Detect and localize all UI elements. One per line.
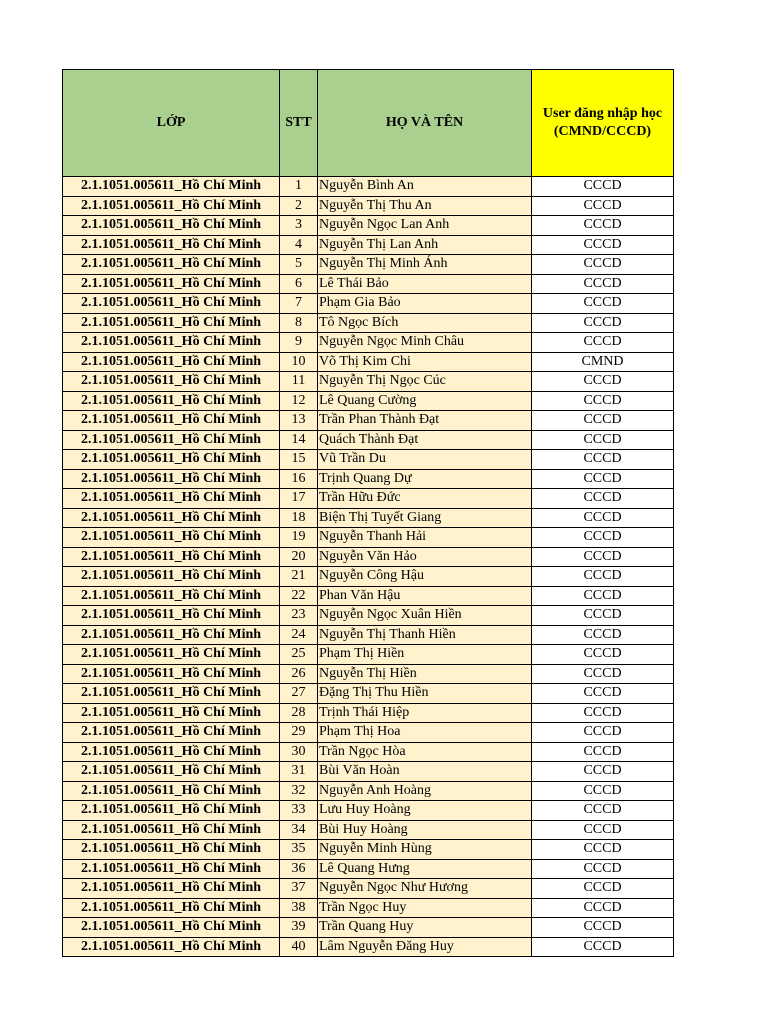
table-row	[63, 177, 674, 197]
table-row	[63, 762, 674, 782]
name-cell: Vũ Trần Du	[318, 450, 532, 470]
stt-cell: 10	[280, 352, 318, 372]
name-cell: Trịnh Thái Hiệp	[318, 703, 532, 723]
name-cell: Phạm Thị Hiền	[318, 645, 532, 665]
class-cell: 2.1.1051.005611_Hồ Chí Minh	[63, 781, 280, 801]
class-cell: 2.1.1051.005611_Hồ Chí Minh	[63, 703, 280, 723]
class-cell: 2.1.1051.005611_Hồ Chí Minh	[63, 411, 280, 431]
class-cell: 2.1.1051.005611_Hồ Chí Minh	[63, 469, 280, 489]
user-cell: CCCD	[532, 450, 674, 470]
stt-cell: 7	[280, 294, 318, 314]
stt-cell: 32	[280, 781, 318, 801]
table-row	[63, 742, 674, 762]
name-cell: Nguyễn Thị Ngọc Cúc	[318, 372, 532, 392]
stt-cell: 23	[280, 606, 318, 626]
user-cell: CCCD	[532, 508, 674, 528]
user-cell: CCCD	[532, 313, 674, 333]
stt-cell: 19	[280, 528, 318, 548]
user-cell: CCCD	[532, 723, 674, 743]
class-cell: 2.1.1051.005611_Hồ Chí Minh	[63, 879, 280, 899]
table-row	[63, 840, 674, 860]
name-cell: Võ Thị Kim Chi	[318, 352, 532, 372]
user-cell: CCCD	[532, 664, 674, 684]
stt-cell: 29	[280, 723, 318, 743]
table-row	[63, 918, 674, 938]
name-cell: Lâm Nguyễn Đăng Huy	[318, 937, 532, 957]
stt-cell: 12	[280, 391, 318, 411]
user-cell: CCCD	[532, 255, 674, 275]
stt-cell: 26	[280, 664, 318, 684]
table-row	[63, 937, 674, 957]
table-row	[63, 294, 674, 314]
stt-cell: 2	[280, 196, 318, 216]
class-cell: 2.1.1051.005611_Hồ Chí Minh	[63, 820, 280, 840]
table-row	[63, 372, 674, 392]
name-cell: Biện Thị Tuyết Giang	[318, 508, 532, 528]
name-cell: Trần Ngọc Huy	[318, 898, 532, 918]
table-row	[63, 216, 674, 236]
name-cell: Bùi Huy Hoàng	[318, 820, 532, 840]
user-cell: CCCD	[532, 781, 674, 801]
class-cell: 2.1.1051.005611_Hồ Chí Minh	[63, 645, 280, 665]
name-cell: Lưu Huy Hoàng	[318, 801, 532, 821]
name-cell: Nguyễn Văn Hảo	[318, 547, 532, 567]
class-cell: 2.1.1051.005611_Hồ Chí Minh	[63, 547, 280, 567]
user-cell: CCCD	[532, 703, 674, 723]
class-cell: 2.1.1051.005611_Hồ Chí Minh	[63, 898, 280, 918]
class-cell: 2.1.1051.005611_Hồ Chí Minh	[63, 294, 280, 314]
stt-cell: 14	[280, 430, 318, 450]
table-row	[63, 586, 674, 606]
table-row	[63, 781, 674, 801]
stt-cell: 3	[280, 216, 318, 236]
user-cell: CCCD	[532, 489, 674, 509]
stt-cell: 30	[280, 742, 318, 762]
header-stt: STT	[280, 70, 318, 177]
class-cell: 2.1.1051.005611_Hồ Chí Minh	[63, 586, 280, 606]
name-cell: Nguyễn Công Hậu	[318, 567, 532, 587]
table-row	[63, 450, 674, 470]
stt-cell: 22	[280, 586, 318, 606]
header-user-line2: (CMND/CCCD)	[553, 124, 652, 139]
class-cell: 2.1.1051.005611_Hồ Chí Minh	[63, 216, 280, 236]
name-cell: Nguyễn Ngọc Minh Châu	[318, 333, 532, 353]
header-user	[532, 70, 674, 177]
user-cell: CCCD	[532, 274, 674, 294]
stt-cell: 39	[280, 918, 318, 938]
stt-cell: 21	[280, 567, 318, 587]
user-cell: CCCD	[532, 918, 674, 938]
user-cell: CCCD	[532, 879, 674, 899]
table-row	[63, 820, 674, 840]
name-cell: Nguyễn Thị Minh Ánh	[318, 255, 532, 275]
class-cell: 2.1.1051.005611_Hồ Chí Minh	[63, 430, 280, 450]
user-cell: CCCD	[532, 762, 674, 782]
name-cell: Nguyễn Minh Hùng	[318, 840, 532, 860]
class-cell: 2.1.1051.005611_Hồ Chí Minh	[63, 859, 280, 879]
user-cell: CCCD	[532, 840, 674, 860]
class-cell: 2.1.1051.005611_Hồ Chí Minh	[63, 801, 280, 821]
name-cell: Trịnh Quang Dự	[318, 469, 532, 489]
stt-cell: 38	[280, 898, 318, 918]
class-cell: 2.1.1051.005611_Hồ Chí Minh	[63, 664, 280, 684]
class-cell: 2.1.1051.005611_Hồ Chí Minh	[63, 196, 280, 216]
table-row	[63, 859, 674, 879]
table-row	[63, 391, 674, 411]
name-cell: Trần Hữu Đức	[318, 489, 532, 509]
class-cell: 2.1.1051.005611_Hồ Chí Minh	[63, 372, 280, 392]
stt-cell: 28	[280, 703, 318, 723]
table-row	[63, 645, 674, 665]
table-row	[63, 567, 674, 587]
user-cell: CCCD	[532, 820, 674, 840]
class-cell: 2.1.1051.005611_Hồ Chí Minh	[63, 918, 280, 938]
header-row	[63, 70, 674, 177]
name-cell: Lê Quang Hưng	[318, 859, 532, 879]
table-row	[63, 469, 674, 489]
user-cell: CCCD	[532, 294, 674, 314]
user-cell: CCCD	[532, 333, 674, 353]
table-row	[63, 801, 674, 821]
class-cell: 2.1.1051.005611_Hồ Chí Minh	[63, 177, 280, 197]
stt-cell: 8	[280, 313, 318, 333]
class-cell: 2.1.1051.005611_Hồ Chí Minh	[63, 684, 280, 704]
header-name: HỌ VÀ TÊN	[318, 70, 532, 177]
class-cell: 2.1.1051.005611_Hồ Chí Minh	[63, 528, 280, 548]
table-row	[63, 255, 674, 275]
user-cell: CCCD	[532, 645, 674, 665]
table-row	[63, 352, 674, 372]
table-row	[63, 898, 674, 918]
user-cell: CCCD	[532, 372, 674, 392]
header-user-line1: User đăng nhập học	[542, 106, 663, 121]
stt-cell: 13	[280, 411, 318, 431]
stt-cell: 16	[280, 469, 318, 489]
student-table	[62, 69, 674, 957]
table-row	[63, 606, 674, 626]
table-row	[63, 235, 674, 255]
user-cell: CMND	[532, 352, 674, 372]
user-cell: CCCD	[532, 430, 674, 450]
stt-cell: 1	[280, 177, 318, 197]
user-cell: CCCD	[532, 625, 674, 645]
name-cell: Phạm Thị Hoa	[318, 723, 532, 743]
class-cell: 2.1.1051.005611_Hồ Chí Minh	[63, 625, 280, 645]
name-cell: Quách Thành Đạt	[318, 430, 532, 450]
table-row	[63, 313, 674, 333]
table-row	[63, 274, 674, 294]
user-cell: CCCD	[532, 567, 674, 587]
user-cell: CCCD	[532, 411, 674, 431]
table-row	[63, 723, 674, 743]
name-cell: Nguyễn Thị Thu An	[318, 196, 532, 216]
table-row	[63, 196, 674, 216]
table-row	[63, 508, 674, 528]
class-cell: 2.1.1051.005611_Hồ Chí Minh	[63, 255, 280, 275]
name-cell: Nguyễn Bình An	[318, 177, 532, 197]
stt-cell: 20	[280, 547, 318, 567]
stt-cell: 40	[280, 937, 318, 957]
name-cell: Đặng Thị Thu Hiền	[318, 684, 532, 704]
stt-cell: 37	[280, 879, 318, 899]
table-row	[63, 703, 674, 723]
user-cell: CCCD	[532, 898, 674, 918]
class-cell: 2.1.1051.005611_Hồ Chí Minh	[63, 391, 280, 411]
name-cell: Tô Ngọc Bích	[318, 313, 532, 333]
stt-cell: 35	[280, 840, 318, 860]
user-cell: CCCD	[532, 937, 674, 957]
name-cell: Nguyễn Ngọc Lan Anh	[318, 216, 532, 236]
table-row	[63, 333, 674, 353]
name-cell: Nguyễn Thị Thanh Hiền	[318, 625, 532, 645]
user-cell: CCCD	[532, 547, 674, 567]
class-cell: 2.1.1051.005611_Hồ Chí Minh	[63, 742, 280, 762]
stt-cell: 15	[280, 450, 318, 470]
user-cell: CCCD	[532, 684, 674, 704]
table-row	[63, 879, 674, 899]
stt-cell: 5	[280, 255, 318, 275]
stt-cell: 34	[280, 820, 318, 840]
stt-cell: 18	[280, 508, 318, 528]
class-cell: 2.1.1051.005611_Hồ Chí Minh	[63, 333, 280, 353]
name-cell: Nguyễn Anh Hoàng	[318, 781, 532, 801]
stt-cell: 6	[280, 274, 318, 294]
user-cell: CCCD	[532, 859, 674, 879]
user-cell: CCCD	[532, 196, 674, 216]
name-cell: Lê Quang Cường	[318, 391, 532, 411]
stt-cell: 17	[280, 489, 318, 509]
class-cell: 2.1.1051.005611_Hồ Chí Minh	[63, 567, 280, 587]
class-cell: 2.1.1051.005611_Hồ Chí Minh	[63, 840, 280, 860]
table-row	[63, 430, 674, 450]
user-cell: CCCD	[532, 606, 674, 626]
name-cell: Phạm Gia Bảo	[318, 294, 532, 314]
stt-cell: 4	[280, 235, 318, 255]
user-cell: CCCD	[532, 528, 674, 548]
user-cell: CCCD	[532, 235, 674, 255]
class-cell: 2.1.1051.005611_Hồ Chí Minh	[63, 352, 280, 372]
name-cell: Nguyễn Thị Lan Anh	[318, 235, 532, 255]
name-cell: Trần Quang Huy	[318, 918, 532, 938]
class-cell: 2.1.1051.005611_Hồ Chí Minh	[63, 937, 280, 957]
table-row	[63, 684, 674, 704]
class-cell: 2.1.1051.005611_Hồ Chí Minh	[63, 508, 280, 528]
name-cell: Bùi Văn Hoàn	[318, 762, 532, 782]
user-cell: CCCD	[532, 391, 674, 411]
stt-cell: 27	[280, 684, 318, 704]
user-cell: CCCD	[532, 801, 674, 821]
user-cell: CCCD	[532, 469, 674, 489]
class-cell: 2.1.1051.005611_Hồ Chí Minh	[63, 762, 280, 782]
name-cell: Phan Văn Hậu	[318, 586, 532, 606]
table-body	[63, 177, 674, 957]
table-row	[63, 625, 674, 645]
class-cell: 2.1.1051.005611_Hồ Chí Minh	[63, 450, 280, 470]
name-cell: Nguyễn Ngọc Xuân Hiền	[318, 606, 532, 626]
stt-cell: 36	[280, 859, 318, 879]
name-cell: Trần Ngọc Hòa	[318, 742, 532, 762]
class-cell: 2.1.1051.005611_Hồ Chí Minh	[63, 313, 280, 333]
stt-cell: 11	[280, 372, 318, 392]
class-cell: 2.1.1051.005611_Hồ Chí Minh	[63, 274, 280, 294]
user-cell: CCCD	[532, 586, 674, 606]
name-cell: Nguyễn Ngọc Như Hương	[318, 879, 532, 899]
class-cell: 2.1.1051.005611_Hồ Chí Minh	[63, 606, 280, 626]
name-cell: Trần Phan Thành Đạt	[318, 411, 532, 431]
name-cell: Nguyễn Thanh Hải	[318, 528, 532, 548]
class-cell: 2.1.1051.005611_Hồ Chí Minh	[63, 489, 280, 509]
user-cell: CCCD	[532, 177, 674, 197]
stt-cell: 33	[280, 801, 318, 821]
user-cell: CCCD	[532, 742, 674, 762]
table-row	[63, 528, 674, 548]
table-row	[63, 547, 674, 567]
table-row	[63, 489, 674, 509]
stt-cell: 24	[280, 625, 318, 645]
user-cell: CCCD	[532, 216, 674, 236]
stt-cell: 25	[280, 645, 318, 665]
name-cell: Nguyễn Thị Hiền	[318, 664, 532, 684]
class-cell: 2.1.1051.005611_Hồ Chí Minh	[63, 235, 280, 255]
table-row	[63, 411, 674, 431]
stt-cell: 31	[280, 762, 318, 782]
table-row	[63, 664, 674, 684]
stt-cell: 9	[280, 333, 318, 353]
header-lop: LỚP	[63, 70, 280, 177]
class-cell: 2.1.1051.005611_Hồ Chí Minh	[63, 723, 280, 743]
name-cell: Lê Thái Bảo	[318, 274, 532, 294]
